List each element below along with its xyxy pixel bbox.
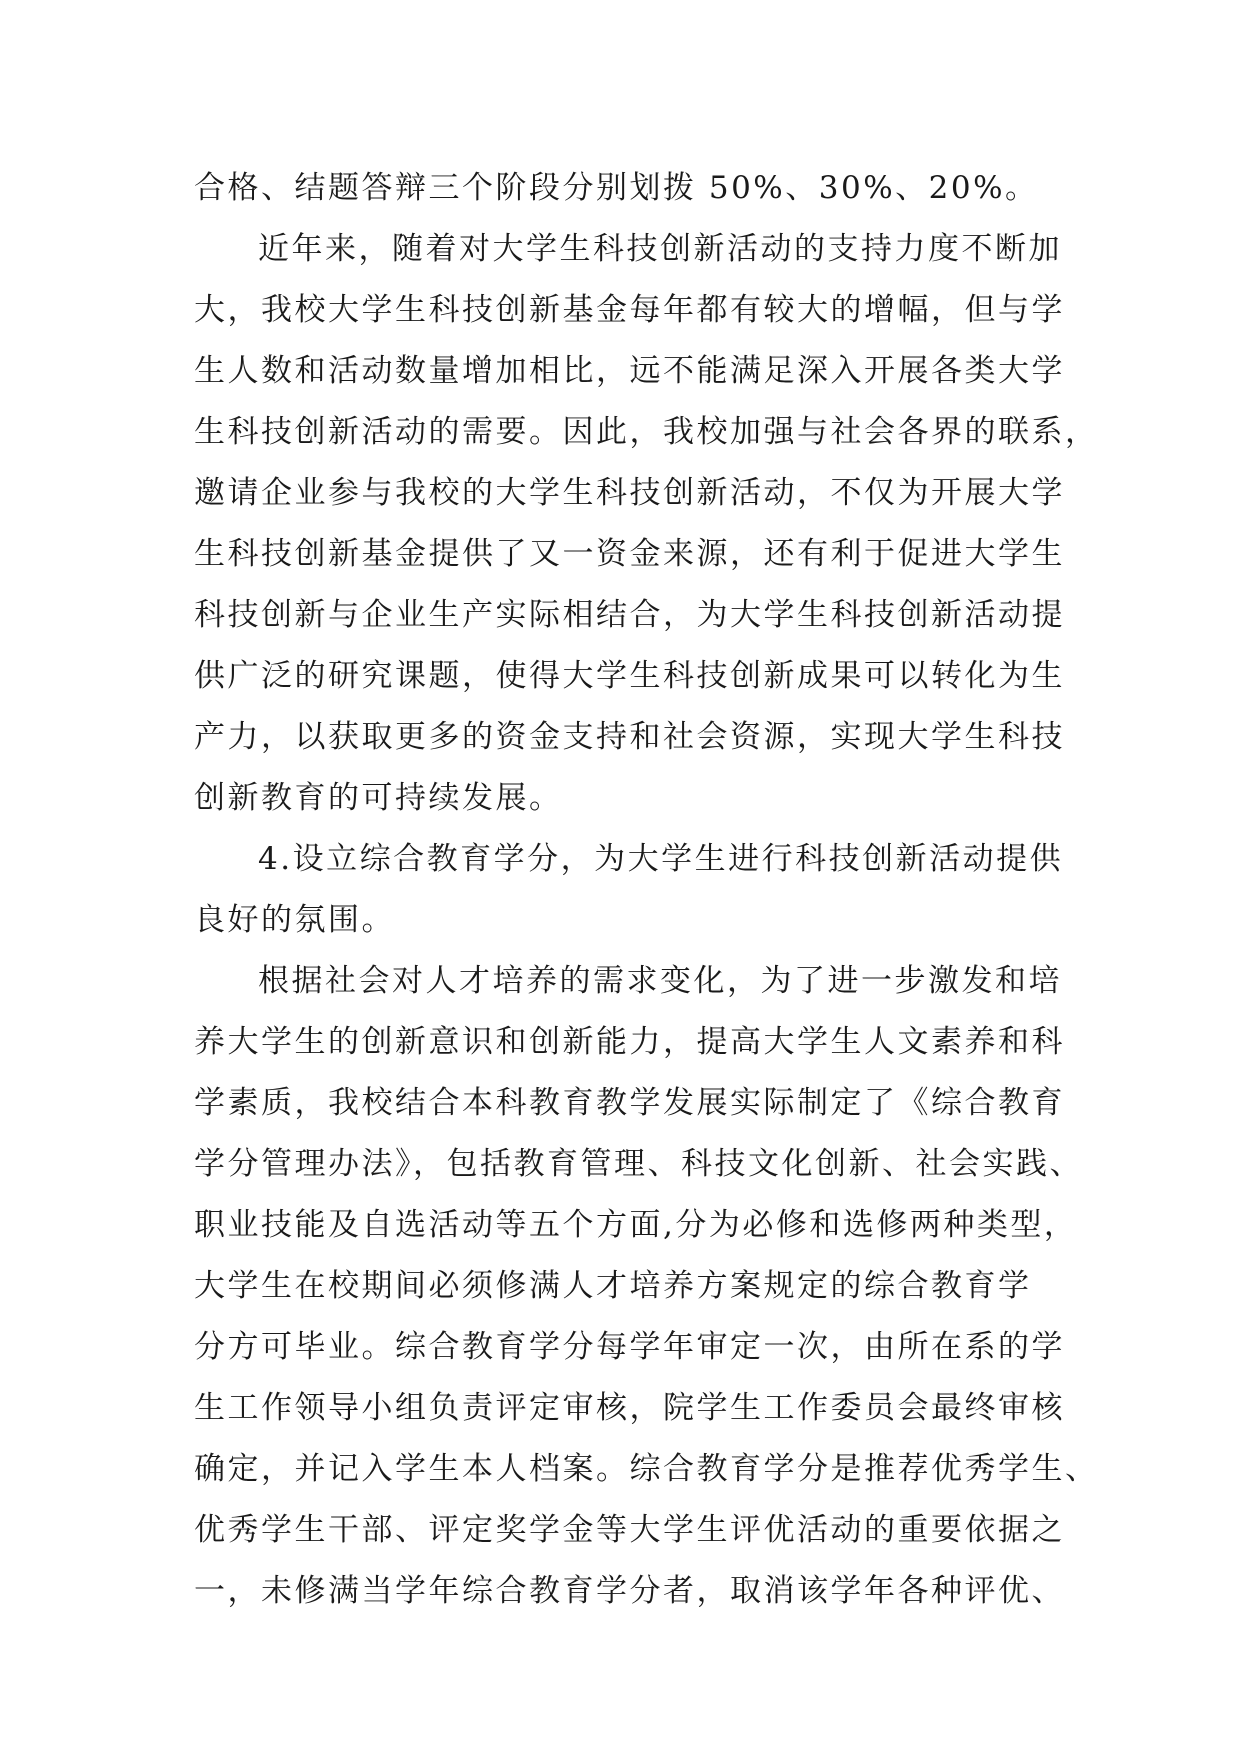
section-heading-line: 良好的氛围。: [194, 902, 395, 938]
paragraph-start-line: 近年来，随着对大学生科技创新活动的支持力度不断加: [258, 231, 1062, 267]
text-line: 邀请企业参与我校的大学生科技创新活动，不仅为开展大学: [194, 475, 1065, 511]
text-line: 养大学生的创新意识和创新能力，提高大学生人文素养和科: [194, 1024, 1065, 1060]
text-line: 优秀学生干部、评定奖学金等大学生评优活动的重要依据之: [194, 1512, 1065, 1548]
text-line: 确定，并记入学生本人档案。综合教育学分是推荐优秀学生、: [194, 1451, 1099, 1487]
text-line: 生科技创新活动的需要。因此，我校加强与社会各界的联系，: [194, 414, 1099, 450]
body-text: [194, 158, 1099, 1622]
text-line: 大，我校大学生科技创新基金每年都有较大的增幅，但与学: [194, 292, 1065, 328]
text-line: 供广泛的研究课题，使得大学生科技创新成果可以转化为生: [194, 658, 1065, 694]
text-line: 创新教育的可持续发展。: [194, 780, 563, 816]
text-line: 合格、结题答辩三个阶段分别划拨 50%、30%、20%。: [194, 170, 1039, 206]
text-line: 分方可毕业。综合教育学分每学年审定一次，由所在系的学: [194, 1329, 1065, 1365]
paragraph-start-line: 根据社会对人才培养的需求变化，为了进一步激发和培: [258, 963, 1062, 999]
text-line: 科技创新与企业生产实际相结合，为大学生科技创新活动提: [194, 597, 1065, 633]
section-heading-line: 4.设立综合教育学分，为大学生进行科技创新活动提供: [258, 841, 1064, 877]
text-line: 学素质，我校结合本科教育教学发展实际制定了《综合教育: [194, 1085, 1065, 1121]
text-line: 生人数和活动数量增加相比，远不能满足深入开展各类大学: [194, 353, 1065, 389]
text-line: 产力，以获取更多的资金支持和社会资源，实现大学生科技: [194, 719, 1065, 755]
text-line: 生科技创新基金提供了又一资金来源，还有利于促进大学生: [194, 536, 1065, 572]
text-line: 一，未修满当学年综合教育学分者，取消该学年各种评优、: [194, 1573, 1065, 1609]
text-line: 大学生在校期间必须修满人才培养方案规定的综合教育学: [194, 1268, 1032, 1304]
text-line: 生工作领导小组负责评定审核，院学生工作委员会最终审核: [194, 1390, 1065, 1426]
text-line: 职业技能及自选活动等五个方面,分为必修和选修两种类型，: [194, 1207, 1078, 1243]
text-line: 学分管理办法》，包括教育管理、科技文化创新、社会实践、: [194, 1146, 1083, 1182]
